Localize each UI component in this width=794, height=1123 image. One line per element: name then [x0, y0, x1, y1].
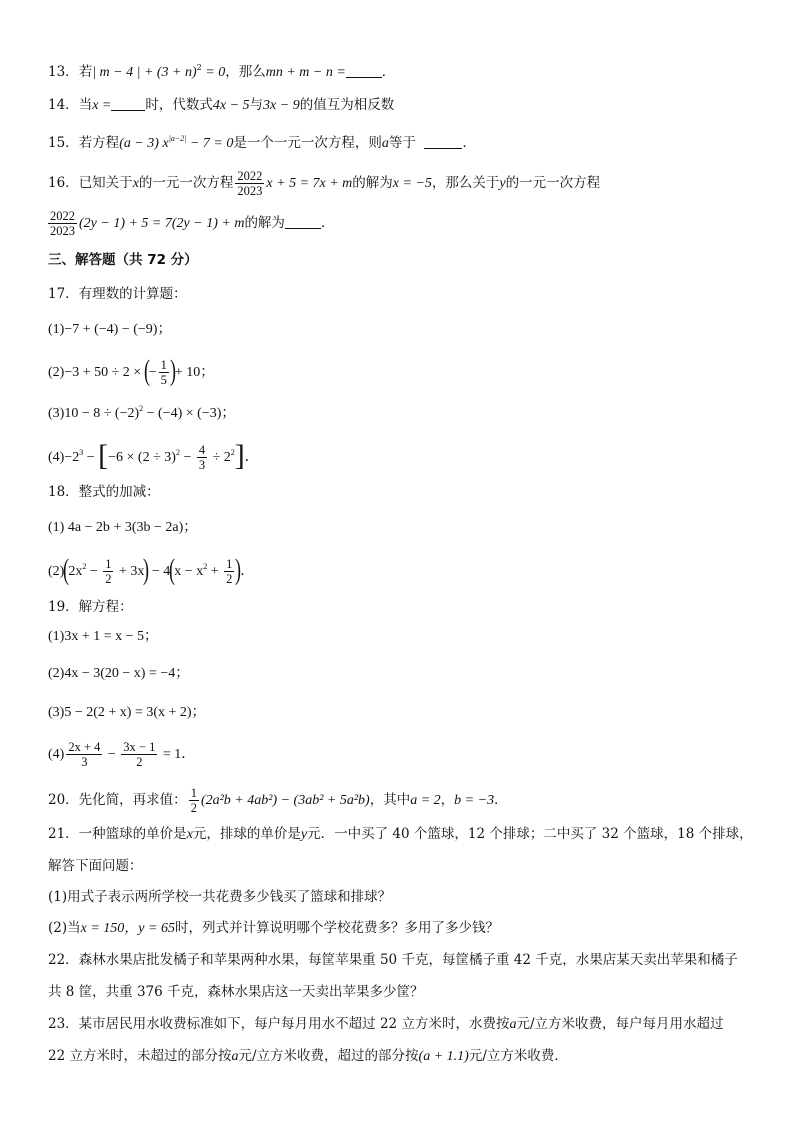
exponent: 2 — [230, 448, 235, 457]
fraction-numerator: 2022 — [237, 169, 263, 183]
fraction-denominator: 2 — [190, 801, 197, 815]
period: ． — [244, 450, 259, 465]
fraction-denominator: 2023 — [50, 224, 75, 238]
fraction — [224, 557, 234, 586]
exponent: 2 — [203, 562, 208, 571]
question-21 — [48, 824, 754, 845]
fraction-denominator: 2 — [136, 755, 143, 770]
section-heading: 三、解答题（共 72 分） — [48, 252, 198, 268]
fraction — [103, 557, 113, 586]
fraction-numerator: 2x + 4 — [68, 740, 101, 755]
q16-fraction — [235, 169, 264, 198]
q17-part-2 — [48, 353, 754, 389]
fraction-numerator: 1 — [160, 358, 167, 372]
q16-text-5: 的一元一次方程 — [505, 175, 601, 191]
equation-end: = 1． — [159, 747, 196, 762]
answer-blank[interactable] — [111, 96, 145, 111]
q20-text-2: ，其中 — [369, 792, 411, 808]
fraction-numerator: 3x − 1 — [123, 740, 156, 755]
q14-number: 14． — [48, 97, 79, 113]
period: ． — [494, 792, 508, 808]
q19-part-3: (3)5 − 2(2 + x) = 3(x + 2)； — [48, 705, 206, 720]
q16-period: ． — [320, 215, 335, 231]
q13-text-2: ，那么 — [225, 64, 266, 80]
part-label: (4) — [48, 747, 65, 762]
q20-fraction — [189, 786, 199, 815]
left-paren: ( — [143, 353, 150, 387]
minus-sign: − — [86, 564, 102, 579]
q17-p4-expression: (4)−2 — [48, 450, 80, 465]
q23-text-3: 22 立方米时，未超过的部分按 — [48, 1048, 232, 1064]
fraction-denominator: 3 — [81, 755, 88, 770]
q23-text-5: 元/立方米收费． — [468, 1048, 568, 1064]
question-19-title: 19．解方程： — [48, 599, 133, 615]
fraction-denominator: 5 — [160, 373, 167, 387]
q15-text-2: 是一个一元一次方程，则 — [233, 135, 382, 151]
q17-part-1: (1)−7 + (−4) − (−9)； — [48, 322, 172, 337]
q15-number: 15． — [48, 135, 79, 151]
q17-part-4 — [48, 438, 754, 475]
q17-p3-expression: (3)10 − 8 ÷ (−2) — [48, 406, 140, 421]
q13-equation-end: = 0 — [201, 65, 226, 80]
q15-text-3: 等于 — [388, 135, 416, 151]
q16-equation: x + 5 = 7x + m — [266, 176, 353, 191]
q16-text: 已知关于 — [78, 175, 133, 191]
q13-exponent: 2 — [196, 63, 202, 72]
q20-value-a: a = 2 — [410, 793, 441, 808]
q23-text: 23．某市居民用水收费标准如下，每户每月用水不超过 22 立方米时，水费按 — [48, 1016, 510, 1032]
exponent: 2 — [139, 404, 144, 413]
question-16 — [48, 168, 754, 199]
q16-text-3: 的解为 — [352, 175, 393, 191]
question-23 — [48, 1014, 754, 1035]
q21-part-2 — [48, 918, 754, 939]
answer-blank[interactable] — [285, 214, 321, 229]
answer-blank[interactable] — [346, 63, 382, 78]
q17-p2-fraction — [159, 358, 169, 387]
fraction-denominator: 2023 — [237, 184, 263, 198]
q23-text-2: 元/立方米收费，每户每月用水超过 — [516, 1016, 724, 1032]
q21-p2-values: x = 150，y = 65 — [80, 921, 175, 936]
fraction-denominator: 2 — [105, 572, 112, 587]
q14-expression-2: 3x − 9 — [263, 98, 300, 113]
fraction-denominator: 3 — [198, 458, 206, 473]
q23-expression: (a + 1.1) — [418, 1049, 469, 1064]
q19-part-2: (2)4x − 3(20 − x) = −4； — [48, 666, 190, 681]
minus-sign: − — [179, 450, 195, 465]
left-paren: ( — [63, 552, 70, 586]
q17-part-3 — [48, 404, 754, 425]
q16-text-2: 的一元一次方程 — [138, 175, 234, 191]
q15-variable: a — [381, 136, 389, 151]
q17-p2-end: + 10； — [174, 365, 215, 380]
q16-text-4: ，那么关于 — [431, 175, 500, 191]
q14-text: 当 — [78, 97, 93, 113]
right-paren: ) — [235, 552, 242, 586]
q18-part-1: (1) 4a − 2b + 3(3b − 2a)； — [48, 520, 198, 535]
question-15 — [48, 133, 754, 155]
q20-value-b: b = −3 — [454, 793, 495, 808]
exponent: 2 — [82, 562, 87, 571]
fraction — [121, 740, 157, 769]
q17-p2-expression: (2)−3 + 50 ÷ 2 × — [48, 365, 145, 380]
q16-number: 16． — [48, 175, 79, 191]
exponent: 2 — [175, 448, 180, 457]
question-23-continued — [48, 1046, 754, 1067]
q16-variable-y: y — [499, 176, 506, 191]
q15-period: ． — [462, 135, 476, 151]
right-paren: ) — [143, 552, 150, 586]
q14-text-3: 与 — [249, 97, 264, 113]
q15-exponent: |a−2| — [168, 134, 187, 143]
q13-target-expression: mn + m − n = — [265, 65, 346, 80]
right-paren: ) — [169, 353, 176, 387]
question-22: 22．森林水果店批发橘子和苹果两种水果，每筐苹果重 50 千克，每筐橘子重 42 千克，水果店某天卖出苹果和橘子 — [48, 952, 738, 968]
q13-number: 13． — [48, 64, 79, 80]
q13-period: ． — [381, 64, 396, 80]
term: + 3x — [115, 564, 145, 579]
fraction-denominator: 2 — [226, 572, 233, 587]
variable-a: a — [509, 1017, 517, 1032]
q21-p2-text: (2)当 — [48, 920, 81, 936]
variable-y: y — [300, 827, 308, 842]
q15-equation-end: − 7 = 0 — [186, 136, 234, 151]
q18-part-2 — [48, 552, 754, 589]
q17-p4-fraction — [197, 443, 207, 472]
q14-text-2: 时，代数式 — [145, 97, 213, 113]
q21-text-3: 元．一中买了 40 个篮球，12 个排球；二中买了 32 个篮球，18 个排球， — [307, 826, 753, 842]
question-14 — [48, 95, 754, 116]
q17-p3-end: − (−4) × (−3)； — [143, 406, 236, 421]
answer-blank[interactable] — [424, 134, 462, 149]
q21-text-2: 元，排球的单价是 — [192, 826, 301, 842]
question-17-title: 17．有理数的计算题： — [48, 286, 187, 302]
variable-a: a — [231, 1049, 239, 1064]
q16-equation-2: (2y − 1) + 5 = 7(2y − 1) + m — [79, 216, 245, 231]
term: − 4 — [148, 564, 171, 579]
q20-text: 20．先化简，再求值： — [48, 792, 187, 808]
variable-x: x — [186, 827, 193, 842]
fraction-numerator: 1 — [226, 557, 233, 572]
q16-fraction-2 — [48, 209, 77, 238]
q19-part-4 — [48, 738, 754, 772]
q21-p2-text-2: 时，列式并计算说明哪个学校花费多？多用了多少钱？ — [174, 920, 499, 936]
fraction — [66, 740, 102, 769]
question-13 — [48, 62, 754, 84]
q14-expression-1: 4x − 5 — [212, 98, 250, 113]
q14-text-4: 的值互为相反数 — [299, 97, 395, 113]
q16-text-6: 的解为 — [244, 215, 285, 231]
q21-part-1: (1)用式子表示两所学校一共花费多少钱买了篮球和排球？ — [48, 889, 392, 905]
left-bracket: [ — [98, 438, 109, 472]
fraction-numerator: 2022 — [50, 209, 75, 223]
q13-expression: | m − 4 | + (3 + n) — [92, 65, 197, 80]
comma: ， — [440, 792, 455, 808]
question-18-title: 18．整式的加减： — [48, 484, 160, 500]
fraction-numerator: 1 — [190, 786, 197, 800]
left-paren: ( — [169, 552, 176, 586]
q20-expression: (2a²b + 4ab²) − (3ab² + 5a²b) — [200, 793, 370, 808]
q21-instruction: 解答下面问题： — [48, 858, 143, 874]
q23-text-4: 元/立方米收费，超过的部分按 — [238, 1048, 419, 1064]
exponent: 3 — [79, 448, 84, 457]
minus-sign: − — [104, 747, 120, 762]
question-20 — [48, 784, 754, 817]
term: 2x — [68, 564, 83, 579]
right-bracket: ] — [234, 438, 245, 472]
q15-text: 若方程 — [78, 135, 120, 151]
q17-p4-inner: −6 × (2 ÷ 3) — [108, 450, 176, 465]
q19-part-1: (1)3x + 1 = x − 5； — [48, 629, 159, 644]
fraction-numerator: 4 — [198, 443, 206, 458]
fraction-numerator: 1 — [105, 557, 112, 572]
term: x − x — [174, 564, 204, 579]
q14-variable: x = — [92, 98, 112, 113]
period: ． — [240, 564, 255, 579]
q21-text: 21．一种篮球的单价是 — [48, 826, 187, 842]
question-16-continued — [48, 208, 754, 239]
q17-p4-division: ÷ 2 — [209, 450, 231, 465]
plus-sign: + — [207, 564, 223, 579]
minus-sign: − — [148, 365, 157, 380]
part-label: (2) — [48, 564, 65, 579]
q15-expression: (a − 3) x — [119, 136, 169, 151]
q13-text: 若 — [78, 64, 93, 80]
minus-sign: − — [83, 450, 99, 465]
question-22-continued: 共 8 筐，共重 376 千克，森林水果店这一天卖出苹果多少筐？ — [48, 984, 424, 1000]
q16-variable-x: x — [132, 176, 139, 191]
q16-solution: x = −5 — [392, 176, 432, 191]
